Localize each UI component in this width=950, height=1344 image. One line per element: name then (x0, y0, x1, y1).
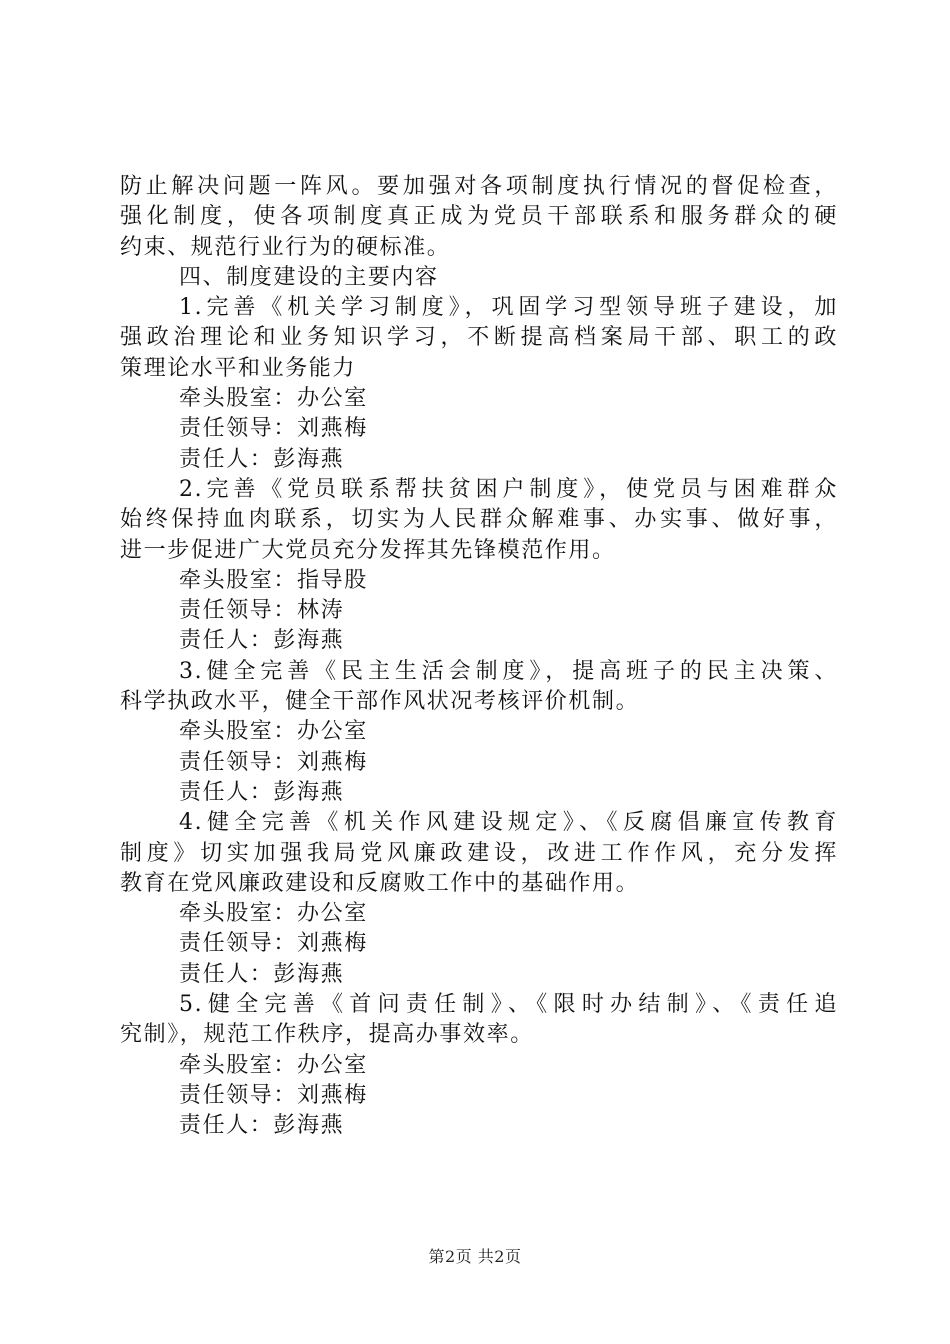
responsible-person: 责任人：彭海燕 (179, 779, 345, 805)
item-line: 科学执政水平，健全干部作风状况考核评价机制。 (120, 689, 640, 715)
responsible-person: 责任人：彭海燕 (179, 961, 345, 987)
body-line: 约束、规范行业行为的硬标准。 (120, 234, 451, 260)
item-line: 究制》，规范工作秩序，提高办事效率。 (120, 1022, 534, 1048)
item-line: 教育在党风廉政建设和反腐败工作中的基础作用。 (120, 870, 640, 896)
responsible-leader: 责任领导：刘燕梅 (179, 931, 368, 957)
item-line: 2.完善《党员联系帮扶贫困户制度》，使党员与困难群众 (179, 476, 838, 502)
responsible-person: 责任人：彭海燕 (179, 446, 345, 472)
lead-office: 牵头股室：办公室 (179, 386, 368, 412)
item-line: 制度》切实加强我局党风廉政建设，改进工作作风，充分发挥 (120, 840, 838, 866)
item-line: 进一步促进广大党员充分发挥其先锋模范作用。 (120, 537, 616, 563)
lead-office: 牵头股室：指导股 (179, 567, 368, 593)
responsible-leader: 责任领导：林涛 (179, 598, 345, 624)
responsible-leader: 责任领导：刘燕梅 (179, 416, 368, 442)
item-line: 策理论水平和业务能力 (120, 355, 357, 381)
responsible-person: 责任人：彭海燕 (179, 1113, 345, 1139)
responsible-person: 责任人：彭海燕 (179, 628, 345, 654)
lead-office: 牵头股室：办公室 (179, 901, 368, 927)
page-number-footer: 第2页 共2页 (428, 1247, 522, 1266)
body-line: 强化制度，使各项制度真正成为党员干部联系和服务群众的硬 (120, 204, 838, 230)
item-line: 4.健全完善《机关作风建设规定》、《反腐倡廉宣传教育 (179, 810, 838, 836)
lead-office: 牵头股室：办公室 (179, 719, 368, 745)
document-body (120, 172, 838, 1142)
item-line: 3.健全完善《民主生活会制度》，提高班子的民主决策、 (179, 658, 838, 684)
item-line: 1.完善《机关学习制度》，巩固学习型领导班子建设，加 (179, 295, 838, 321)
section-heading: 四、制度建设的主要内容 (179, 264, 439, 290)
item-line: 始终保持血肉联系，切实为人民群众解难事、办实事、做好事， (120, 507, 838, 533)
responsible-leader: 责任领导：刘燕梅 (179, 749, 368, 775)
responsible-leader: 责任领导：刘燕梅 (179, 1082, 368, 1108)
item-line: 强政治理论和业务知识学习，不断提高档案局干部、职工的政 (120, 325, 838, 351)
body-line: 防止解决问题一阵风。要加强对各项制度执行情况的督促检查， (120, 174, 838, 199)
lead-office: 牵头股室：办公室 (179, 1052, 368, 1078)
item-line: 5.健全完善《首问责任制》、《限时办结制》、《责任追 (179, 992, 838, 1018)
